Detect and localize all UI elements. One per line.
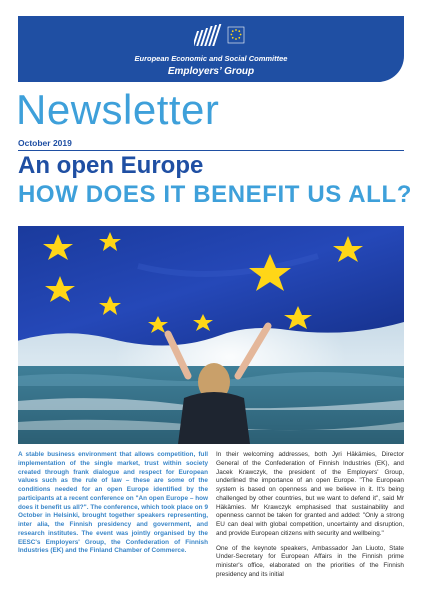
article-paragraph-1: In their welcoming addresses, both Jyri Häkämies, Director General of the Confederation of Finnish Industries (EK), and Jacek Krawczyk, the president of the Employers' Group, underlined the importance of an open Europe. "The European system is based on openness and we believe in it. It's being challenged by other countries, but we want to defend it", said Mr Häkämies. Mr Krawczyk emphasised that sustainability and openness cannot be taken for granted and added: "Only a strong EU can deal with global competition, uncertainty and disruption, and provide European citizens with security and wellbeing." — [216, 451, 404, 537]
headline-line-1: An open Europe — [18, 152, 204, 179]
woman-holding-eu-flag-photo — [18, 226, 404, 444]
headline-line-2: HOW DOES IT BENEFIT US ALL? — [18, 181, 412, 208]
article-body — [216, 451, 404, 580]
newsletter-title: Newsletter — [16, 86, 220, 133]
org-name: European Economic and Social Committee — [134, 54, 288, 63]
eesc-logo-icon — [194, 22, 246, 50]
group-name: Employers’ Group — [167, 66, 255, 77]
photo-illustration — [18, 226, 404, 444]
article-paragraph-2: One of the keynote speakers, Ambassador Jan Liuoto, State Under-Secretary for European Affairs in the Finnish prime minister's office, elaborated on the priorities of the Finnish presidency and its initial — [216, 544, 404, 578]
issue-date: October 2019 — [18, 138, 72, 148]
header-banner — [18, 16, 404, 82]
intro-paragraph: A stable business environment that allows competition, full implementation of the single market, trust within society created through frank dialogue and respect for European values such as the rule of law – these are some of the conditions needed for an open Europe identified by the participants at a recent conference on "An open Europe – how does it benefit us all?". The conference, which took place on 9 October in Helsinki, brought together speakers representing, inter alia, the Finnish presidency and government, and research institutes. The event was jointly organised by the EESC's Employers' Group, the Confederation of Finnish Industries (EK) and the Finland Chamber of Commerce. — [18, 451, 208, 555]
divider — [18, 150, 404, 151]
